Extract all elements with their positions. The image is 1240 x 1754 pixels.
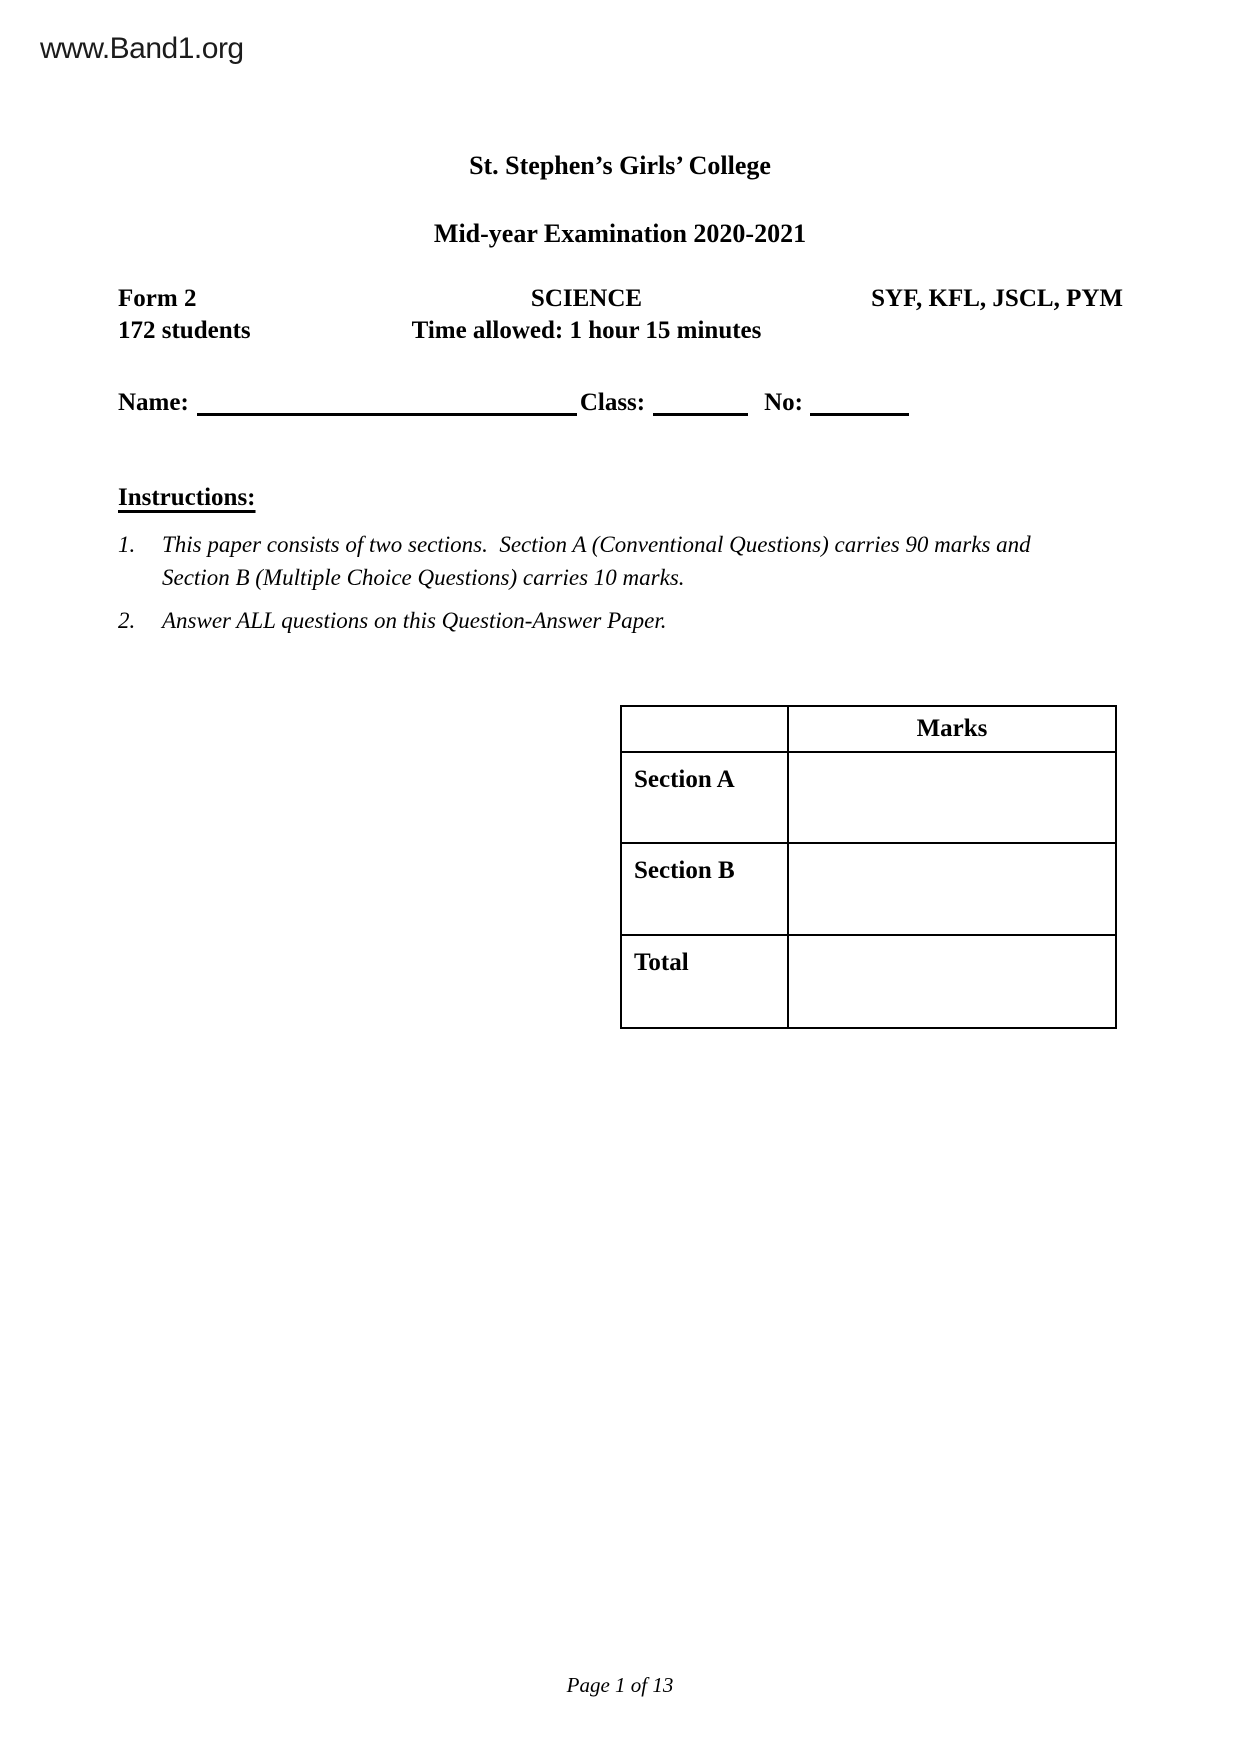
site-watermark: www.Band1.org	[40, 32, 244, 65]
total-label: Total	[621, 935, 788, 1028]
school-title: St. Stephen’s Girls’ College	[469, 151, 771, 180]
student-count: 172 students	[118, 317, 251, 344]
page-number: Page 1 of 13	[566, 1673, 674, 1697]
class-label: Class:	[579, 389, 646, 416]
total-row	[621, 935, 1116, 1028]
subject-name: SCIENCE	[530, 285, 643, 312]
name-label: Name:	[118, 389, 189, 416]
marks-column-header: Marks	[788, 706, 1116, 752]
total-marks-cell	[788, 935, 1116, 1028]
section-b-row	[621, 843, 1116, 935]
section-b-marks-cell	[788, 843, 1116, 935]
time-allowed: Time allowed: 1 hour 15 minutes	[411, 317, 762, 344]
instruction-2-text	[162, 604, 667, 637]
section-a-marks-cell	[788, 752, 1116, 843]
instruction-1-line-1: This paper consists of two sections. Section A (Conventional Questions) carries 90 marks and	[162, 532, 1031, 557]
instruction-1-line-2: Section B (Multiple Choice Questions) carries 10 marks.	[162, 565, 685, 590]
instruction-2-number: 2.	[118, 608, 136, 633]
no-label: No:	[764, 389, 803, 416]
student-info-row	[118, 386, 909, 420]
section-a-label: Section A	[621, 752, 788, 843]
marks-table-corner-cell	[621, 706, 788, 752]
instruction-1-number: 1.	[118, 532, 136, 557]
exam-meta-block	[118, 283, 1123, 347]
name-blank-field	[197, 393, 577, 416]
class-blank-field	[653, 393, 748, 416]
marks-table	[620, 705, 1117, 1029]
form-level: Form 2	[118, 285, 197, 312]
instructions-heading: Instructions:	[118, 484, 256, 511]
section-b-label: Section B	[621, 843, 788, 935]
instruction-1-text	[162, 528, 1031, 594]
meta-spacer	[793, 315, 1123, 347]
instruction-item-1	[118, 528, 1128, 594]
marks-table-header-row	[621, 706, 1116, 752]
instruction-2-line-1: Answer ALL questions on this Question-Answer Paper.	[162, 608, 667, 633]
instruction-item-2	[118, 604, 1128, 637]
section-a-row	[621, 752, 1116, 843]
teacher-codes: SYF, KFL, JSCL, PYM	[871, 285, 1123, 312]
no-blank-field	[810, 393, 909, 416]
exam-title: Mid-year Examination 2020-2021	[433, 219, 807, 248]
